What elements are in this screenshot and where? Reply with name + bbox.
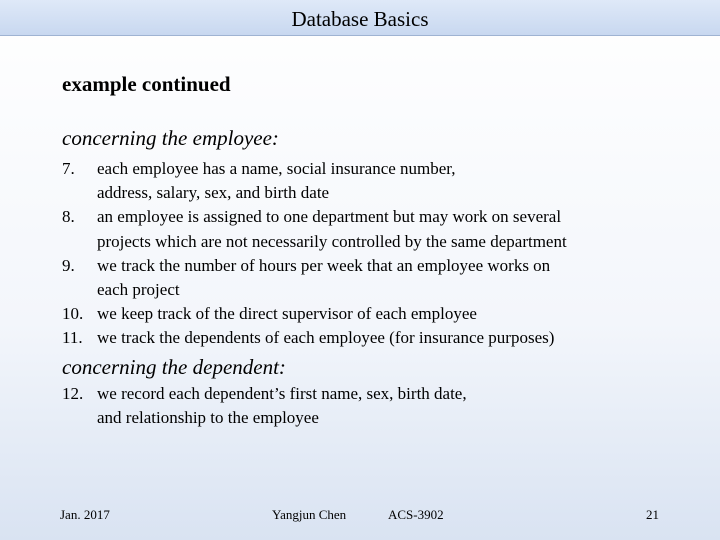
slide-title: Database Basics xyxy=(291,7,429,31)
item-text: we track the number of hours per week that an employee works on each project xyxy=(97,255,551,300)
list-item xyxy=(62,205,657,253)
footer-course: ACS-3902 xyxy=(388,507,444,522)
item-number: 11. xyxy=(62,328,83,348)
slide-heading: example continued xyxy=(62,72,231,96)
list-item xyxy=(62,382,657,430)
list-item xyxy=(62,254,657,302)
list-item xyxy=(62,157,657,205)
item-number: 10. xyxy=(62,304,84,324)
section-title-employee: concerning the employee: xyxy=(62,126,279,150)
list-item xyxy=(62,302,657,326)
item-number: 7. xyxy=(62,159,75,178)
item-text: we keep track of the direct supervisor of each employee xyxy=(97,304,477,324)
list-item xyxy=(62,326,657,350)
footer-page-number: 21 xyxy=(646,507,659,522)
slide-header xyxy=(0,0,720,36)
item-text: an employee is assigned to one department but may work on several projects which are not necessarily controlled by the same department xyxy=(97,207,567,251)
item-number: 12. xyxy=(62,384,84,403)
item-number: 8. xyxy=(62,207,75,227)
item-text: we track the dependents of each employee (for insurance purposes) xyxy=(97,328,555,348)
footer-date: Jan. 2017 xyxy=(60,507,110,522)
item-text: each employee has a name, social insurance number, address, salary, sex, and birth date xyxy=(97,159,456,203)
item-text: we record each dependent’s first name, sex, birth date, and relationship to the employee xyxy=(97,384,467,428)
footer-author: Yangjun Chen xyxy=(272,507,347,522)
section-title-dependent: concerning the dependent: xyxy=(62,355,286,379)
dependent-items-list xyxy=(62,382,657,430)
item-number: 9. xyxy=(62,255,75,275)
employee-items-list xyxy=(62,157,657,351)
